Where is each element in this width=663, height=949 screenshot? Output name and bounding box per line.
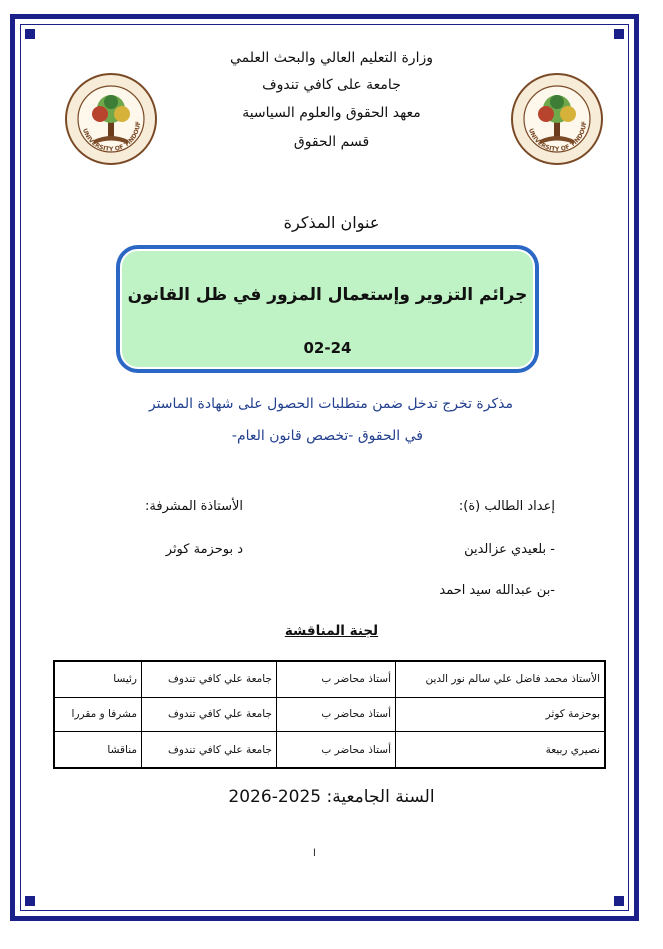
member-university: جامعة علي كافي تندوف <box>142 697 277 732</box>
corner-bottom-left <box>25 896 35 906</box>
students-label: إعداد الطالب (ة): <box>458 499 555 514</box>
member-university: جامعة علي كافي تندوف <box>142 732 277 768</box>
member-university: جامعة علي كافي تندوف <box>142 661 277 697</box>
member-role: رئيسا <box>54 661 142 697</box>
member-rank: أستاذ محاضر ب <box>277 697 396 732</box>
table-row <box>54 697 605 732</box>
member-role: مناقشا <box>54 732 142 768</box>
corner-bottom-right <box>614 896 624 906</box>
member-role: مشرفا و مقررا <box>54 697 142 732</box>
thesis-code: 02-24 <box>303 339 352 357</box>
member-name: نصيري ربيعة <box>396 732 606 768</box>
department-name: قسم الحقوق <box>293 134 370 150</box>
thesis-title-box <box>116 245 539 373</box>
member-name: الأستاذ محمد فاضل علي سالم نور الدين <box>396 661 606 697</box>
svg-text:UNIVERSITY OF TINDOUF: UNIVERSITY OF TINDOUF <box>526 121 589 154</box>
memo-title-label: عنوان المذكرة <box>283 213 380 232</box>
table-row <box>54 661 605 697</box>
corner-top-right <box>614 29 624 39</box>
institute-name: معهد الحقوق والعلوم السياسية <box>242 105 421 121</box>
student-name-2: -بن عبدالله سيد احمد <box>439 583 555 598</box>
degree-statement-line2: في الحقوق -تخصص قانون العام- <box>231 428 423 444</box>
ministry-name: وزارة التعليم العالي والبحث العلمي <box>230 50 433 66</box>
corner-top-left <box>25 29 35 39</box>
svg-text:UNIVERSITY OF TINDOUF: UNIVERSITY OF TINDOUF <box>80 121 143 154</box>
academic-year: السنة الجامعية: 2025-2026 <box>228 787 435 807</box>
thesis-title: جرائم التزوير وإستعمال المزور في ظل القانون <box>127 285 528 305</box>
degree-statement-line1: مذكرة تخرج تدخل ضمن متطلبات الحصول على شهادة الماستر <box>148 396 513 412</box>
student-name-1: - بلعيدي عزالدين <box>464 542 555 557</box>
university-name: جامعة على كافي تندوف <box>262 77 401 93</box>
member-rank: أستاذ محاضر ب <box>277 661 396 697</box>
table-row <box>54 732 605 768</box>
thesis-title-panel <box>120 249 535 369</box>
member-name: بوحزمة كوثر <box>396 697 606 732</box>
supervisor-label: الأستاذة المشرفة: <box>145 499 243 514</box>
page-number: ا <box>313 848 316 859</box>
supervisor-name: د بوحزمة كوثر <box>165 542 243 557</box>
member-rank: أستاذ محاضر ب <box>277 732 396 768</box>
committee-table <box>53 660 606 769</box>
committee-heading: لجنة المناقشة <box>284 623 379 639</box>
